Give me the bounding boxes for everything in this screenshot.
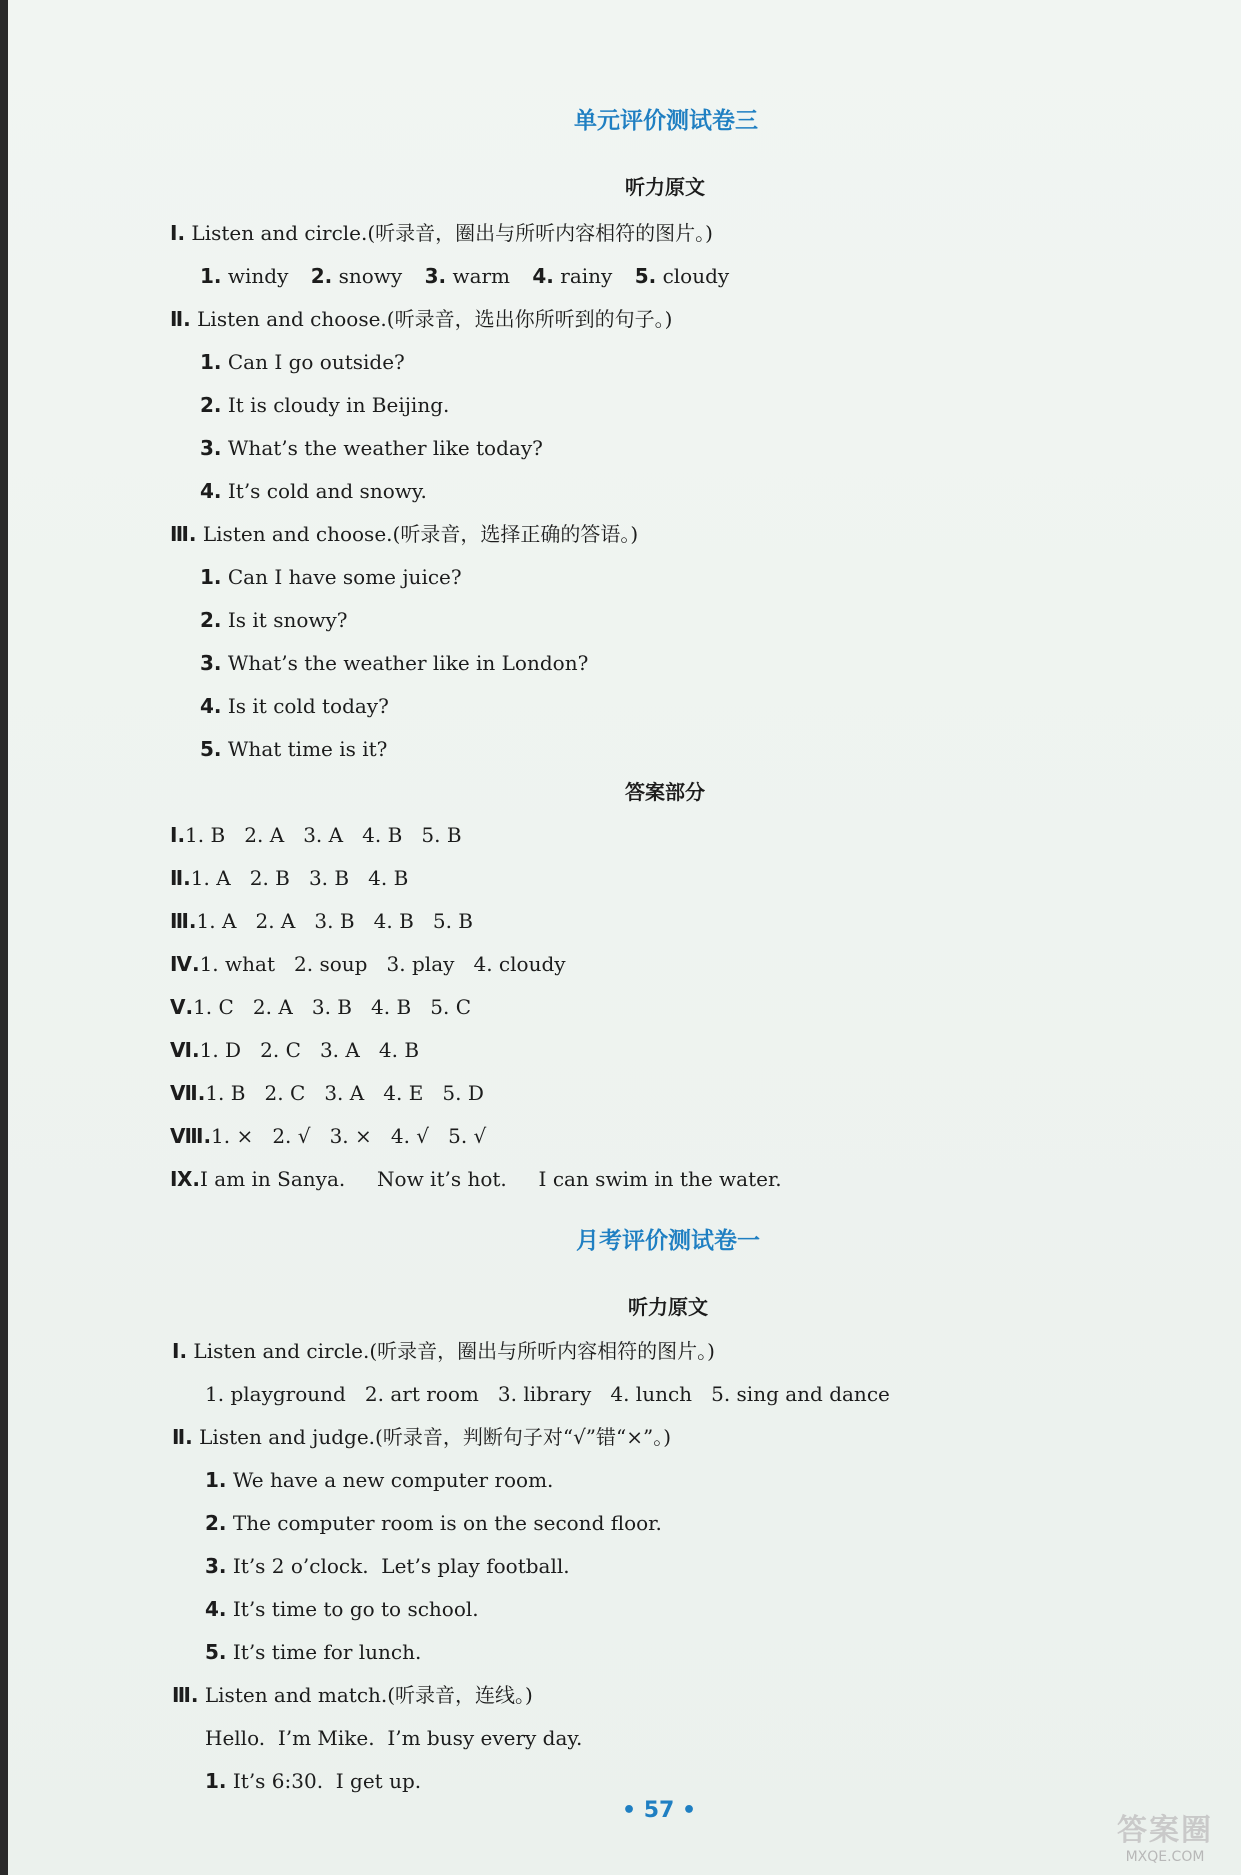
listening-heading: 听力原文 [628,1295,708,1319]
list-item: 3. What’s the weather like today? [200,436,543,460]
list-item: 4. It’s time to go to school. [205,1597,479,1621]
answer-row: Ⅲ.1. A 2. A 3. B 4. B 5. B [170,909,473,933]
watermark-logo: 答案圈 MXQE.COM [1117,1813,1213,1865]
list-item: 5. What time is it? [200,737,388,761]
answer-row: Ⅰ.1. B 2. A 3. A 4. B 5. B [170,823,462,847]
list-item: 4. Is it cold today? [200,694,389,718]
list-item: 3. What’s the weather like in London? [200,651,589,675]
list-item: 1. Can I have some juice? [200,565,462,589]
list-item: 3. It’s 2 o’clock. Let’s play football. [205,1554,570,1578]
question-heading: Ⅰ. Listen and circle.(听录音，圈出与所听内容相符的图片。) [172,1339,715,1363]
answer-row: Ⅳ.1. what 2. soup 3. play 4. cloudy [170,952,566,976]
list-item: 2. It is cloudy in Beijing. [200,393,450,417]
list-item: 2. Is it snowy? [200,608,348,632]
list-item: 2. The computer room is on the second floor. [205,1511,662,1535]
question-heading: Ⅱ. Listen and choose.(听录音，选出你所听到的句子。) [170,307,673,331]
section-title: 单元评价测试卷三 [574,108,758,134]
list-item: 1. It’s 6:30. I get up. [205,1769,422,1793]
answer-row: Ⅷ.1. × 2. √ 3. × 4. √ 5. √ [170,1124,487,1148]
question-heading: Ⅲ. Listen and choose.(听录音，选择正确的答语。) [170,522,639,546]
section-title: 月考评价测试卷一 [576,1228,760,1254]
question-items: 1. playground 2. art room 3. library 4. lunch 5. sing and dance [205,1382,890,1406]
match-intro: Hello. I’m Mike. I’m busy every day. [205,1726,583,1750]
scan-edge [0,0,8,1875]
question-items: 1. windy 2. snowy 3. warm 4. rainy 5. cloudy [200,264,730,288]
answer-row: Ⅱ.1. A 2. B 3. B 4. B [170,866,409,890]
answer-row: Ⅶ.1. B 2. C 3. A 4. E 5. D [170,1081,484,1105]
page-number: • 57 • [622,1798,697,1823]
list-item: 4. It’s cold and snowy. [200,479,427,503]
list-item: 1. We have a new computer room. [205,1468,554,1492]
list-item: 5. It’s time for lunch. [205,1640,422,1664]
question-heading: Ⅱ. Listen and judge.(听录音，判断句子对“√”错“×”。) [172,1425,672,1449]
listening-heading: 听力原文 [625,175,705,199]
question-heading: Ⅰ. Listen and circle.(听录音，圈出与所听内容相符的图片。) [170,221,713,245]
question-heading: Ⅲ. Listen and match.(听录音，连线。) [172,1683,533,1707]
answers-heading: 答案部分 [625,780,705,804]
answer-row: Ⅸ.I am in Sanya. Now it’s hot. I can swim in the water. [170,1167,782,1191]
answer-row: Ⅴ.1. C 2. A 3. B 4. B 5. C [170,995,472,1019]
answer-row: Ⅵ.1. D 2. C 3. A 4. B [170,1038,420,1062]
list-item: 1. Can I go outside? [200,350,405,374]
